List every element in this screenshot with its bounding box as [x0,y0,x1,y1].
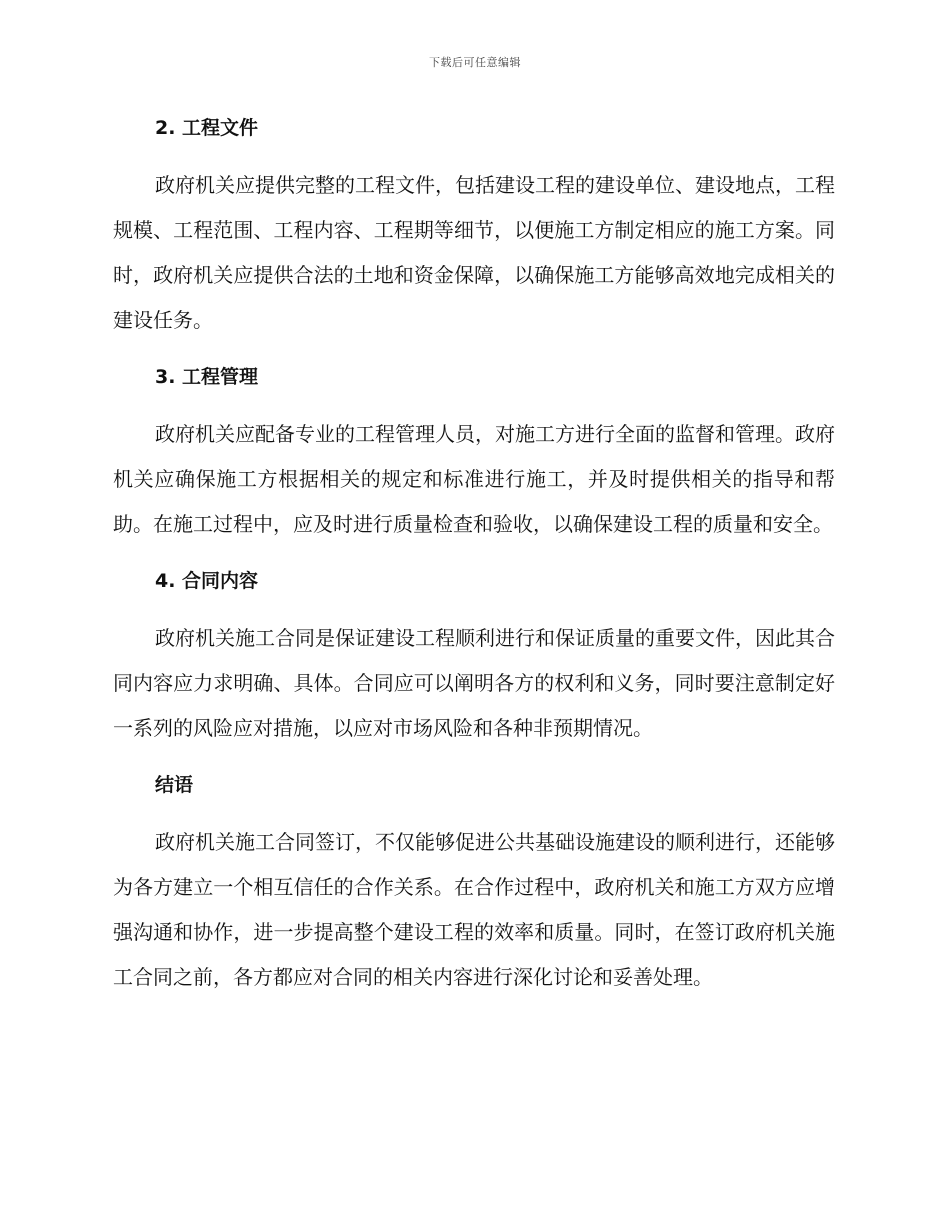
section-heading-engineering-documents: 2. 工程文件 [155,117,259,139]
section-heading-conclusion: 结语 [155,774,194,796]
paragraph-contract-content: 政府机关施工合同是保证建设工程顺利进行和保证质量的重要文件，因此其合同内容应力求明确、具体。合同应可以阐明各方的权利和义务，同时要注意制定好一系列的风险应对措施，以应对市场风险和各种非预期情况。 [113,626,835,740]
header-note: 下载后可任意编辑 [429,56,521,69]
paragraph-engineering-management: 政府机关应配备专业的工程管理人员，对施工方进行全面的监督和管理。政府机关应确保施工方根据相关的规定和标准进行施工，并及时提供相关的指导和帮助。在施工过程中，应及时进行质量检查和验收，以确保建设工程的质量和安全。 [113,422,835,536]
document-body [113,108,835,1000]
paragraph-conclusion: 政府机关施工合同签订，不仅能够促进公共基础设施建设的顺利进行，还能够为各方建立一个相互信任的合作关系。在合作过程中，政府机关和施工方双方应增强沟通和协作，进一步提高整个建设工程的效率和质量。同时，在签订政府机关施工合同之前，各方都应对合同的相关内容进行深化讨论和妥善处理。 [113,830,835,989]
section-heading-contract-content: 4. 合同内容 [155,570,259,592]
section-heading-engineering-management: 3. 工程管理 [155,366,259,388]
paragraph-engineering-documents: 政府机关应提供完整的工程文件，包括建设工程的建设单位、建设地点，工程规模、工程范围、工程内容、工程期等细节，以便施工方制定相应的施工方案。同时，政府机关应提供合法的土地和资金保障，以确保施工方能够高效地完成相关的建设任务。 [113,173,835,332]
